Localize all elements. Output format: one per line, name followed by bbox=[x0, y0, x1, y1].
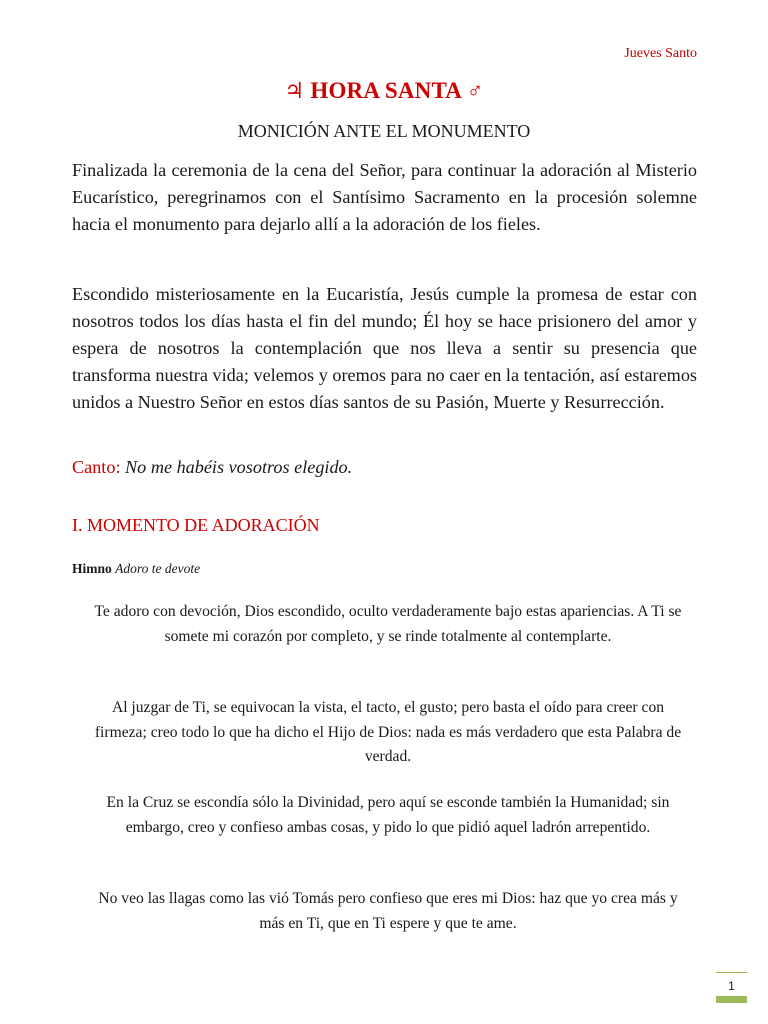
page-title-text: HORA SANTA bbox=[310, 78, 461, 103]
canto-label: Canto: bbox=[72, 457, 121, 477]
paragraph-eucharist: Escondido misteriosamente en la Eucaristía, Jesús cumple la promesa de estar con nosotros todos los días hasta el fin del mundo; Él hoy se hace prisionero del amor y espera de nosotros la contemplación que nos lleva a sentir su presencia que transforma nuestra vida; velemos y oremos para no caer en la tentación, así estaremos unidos a Nuestro Señor en estos días santos de su Pasión, Muerte y Resurrección. bbox=[72, 284, 697, 412]
hymn-stanza: Te adoro con devoción, Dios escondido, oculto verdaderamente bajo estas apariencias. A Ti se somete mi corazón por completo, y se rinde totalmente al contemplarte. bbox=[94, 603, 682, 645]
page-number-badge bbox=[716, 972, 747, 1003]
page-number: 1 bbox=[728, 979, 735, 993]
page-subtitle: MONICIÓN ANTE EL MONUMENTO bbox=[237, 121, 531, 141]
running-header: Jueves Santo bbox=[624, 46, 697, 61]
hymn-stanza: No veo las llagas como las vió Tomás pero confieso que eres mi Dios: haz que yo crea más y más en Ti, que en Ti espere y que te ame. bbox=[98, 890, 678, 932]
page-number-rule bbox=[716, 972, 747, 973]
hymn-label-prefix: Himno bbox=[72, 561, 112, 576]
hymn-stanza: En la Cruz se escondía sólo la Divinidad, pero aquí se esconde también la Humanidad; sin embargo, creo y confieso ambas cosas, y pido lo que pidió aquel ladrón arrepentido. bbox=[106, 794, 670, 836]
hymn-name: Adoro te devote bbox=[115, 561, 201, 576]
jupiter-symbol-icon: ♃ bbox=[284, 78, 305, 103]
canto-line bbox=[72, 454, 697, 481]
hymn-stanza: Al juzgar de Ti, se equivocan la vista, el tacto, el gusto; pero basta el oído para creer con firmeza; creo todo lo que ha dicho el Hijo de Dios: nada es más verdadero que esta Palabra de verdad. bbox=[94, 699, 682, 765]
page-number-bar bbox=[716, 996, 747, 1003]
hymn-label bbox=[72, 561, 200, 577]
section-heading: I. MOMENTO DE ADORACIÓN bbox=[72, 515, 320, 535]
page-title bbox=[0, 78, 768, 104]
paragraph-intro: Finalizada la ceremonia de la cena del Señor, para continuar la adoración al Misterio Eucarístico, peregrinamos con el Santísimo Sacramento en la procesión solemne hacia el monumento para dejarlo allí a la adoración de los fieles. bbox=[72, 160, 697, 234]
mars-symbol-icon: ♂ bbox=[466, 78, 484, 103]
canto-title: No me habéis vosotros elegido. bbox=[125, 457, 353, 477]
